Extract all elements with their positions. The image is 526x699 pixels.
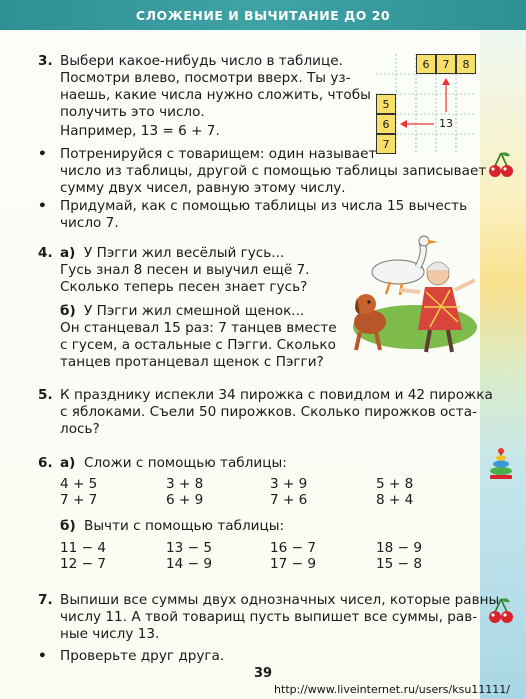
task6-a-expr: 5 + 8	[376, 476, 414, 492]
header-title: СЛОЖЕНИЕ И ВЫЧИТАНИЕ ДО 20	[135, 8, 391, 23]
task5-line-3: лось?	[60, 421, 100, 437]
peggy-goose-puppy-illustration	[340, 232, 480, 372]
table-left-header: 5	[376, 94, 396, 114]
table-result-value: 13	[439, 117, 453, 130]
task6-a-expr: 3 + 9	[270, 476, 308, 492]
task6-b-title: Вычти с помощью таблицы:	[84, 518, 285, 534]
task7-line-3: ные числу 13.	[60, 626, 160, 642]
task4-b-line-4: танцев протанцевал щенок с Пэгги?	[60, 354, 324, 370]
task6-b-expr: 18 − 9	[376, 540, 422, 556]
task3-line-3: наешь, какие числа нужно сложить, чтобы	[60, 87, 371, 103]
task6-b-expr: 13 − 5	[166, 540, 212, 556]
addition-table	[376, 54, 476, 154]
task6-number: 6.	[38, 455, 53, 471]
task4-a-label: а)	[60, 245, 76, 261]
task6-a-expr: 3 + 8	[166, 476, 204, 492]
table-left-header: 6	[376, 114, 396, 134]
task3-bullet2-line-2: число 7.	[60, 215, 119, 231]
task5-line-2: с яблоками. Съели 50 пирожков. Сколько пирожков оста-	[60, 404, 477, 420]
task6-a-label: а)	[60, 455, 76, 471]
task7-line-2: числу 11. А твой товарищ пусть выпишет все суммы, рав-	[60, 609, 478, 625]
task6-a-expr: 6 + 9	[166, 492, 204, 508]
task3-line-1: Выбери какое-нибудь число в таблице.	[60, 53, 343, 69]
table-top-header: 7	[436, 54, 456, 74]
task4-a-line-1: У Пэгги жил весёлый гусь...	[84, 245, 285, 261]
table-top-header: 8	[456, 54, 476, 74]
bullet-dot-1: •	[38, 146, 47, 162]
task6-a-expr: 4 + 5	[60, 476, 98, 492]
pyramid-toy-icon	[488, 447, 514, 481]
task6-b-expr: 11 − 4	[60, 540, 106, 556]
task6-b-expr: 16 − 7	[270, 540, 316, 556]
task3-bullet1-line-3: сумму двух чисел, равную этому числу.	[60, 180, 346, 196]
task6-a-expr: 7 + 7	[60, 492, 98, 508]
table-top-header: 6	[416, 54, 436, 74]
task4-b-label: б)	[60, 303, 76, 319]
cherry-icon	[488, 150, 514, 180]
task5-number: 5.	[38, 387, 53, 403]
bullet-dot-3: •	[38, 648, 47, 664]
task6-b-label: б)	[60, 518, 76, 534]
task3-number: 3.	[38, 53, 53, 69]
task6-a-title: Сложи с помощью таблицы:	[84, 455, 287, 471]
task6-b-expr: 17 − 9	[270, 556, 316, 572]
task4-number: 4.	[38, 245, 53, 261]
task3-bullet1-line-2: число из таблицы, другой с помощью таблицы записывает	[60, 163, 487, 179]
task4-a-line-3: Сколько теперь песен знает гусь?	[60, 279, 308, 295]
task4-b-line-3: с гусем, а остальные с Пэгги. Сколько	[60, 337, 336, 353]
task6-b-expr: 15 − 8	[376, 556, 422, 572]
bullet-dot-2: •	[38, 198, 47, 214]
task4-b-line-1: У Пэгги жил смешной щенок...	[84, 303, 305, 319]
task3-bullet2-line-1: Придумай, как с помощью таблицы из числа 15 вычесть	[60, 198, 468, 214]
cherry-icon	[488, 596, 514, 626]
page-number: 39	[253, 666, 273, 681]
page-header	[0, 0, 526, 30]
task6-a-expr: 8 + 4	[376, 492, 414, 508]
task7-bullet: Проверьте друг друга.	[60, 648, 225, 664]
task6-a-expr: 7 + 6	[270, 492, 308, 508]
task6-b-expr: 12 − 7	[60, 556, 106, 572]
task4-a-line-2: Гусь знал 8 песен и выучил ещё 7.	[60, 262, 310, 278]
task3-line-2: Посмотри влево, посмотри вверх. Ты уз-	[60, 70, 351, 86]
task3-bullet1-line-1: Потренируйся с товарищем: один называет	[60, 146, 377, 162]
watermark-url: http://www.liveinternet.ru/users/ksu11111/	[274, 683, 510, 696]
table-left-header: 7	[376, 134, 396, 154]
task4-b-line-2: Он станцевал 15 раз: 7 танцев вместе	[60, 320, 337, 336]
task3-line-4: получить это число.	[60, 104, 205, 120]
task7-number: 7.	[38, 592, 53, 608]
task3-example: Например, 13 = 6 + 7.	[60, 123, 220, 139]
task6-b-expr: 14 − 9	[166, 556, 212, 572]
task7-line-1: Выпиши все суммы двух однозначных чисел, которые равны	[60, 592, 500, 608]
task5-line-1: К празднику испекли 34 пирожка с повидлом и 42 пирожка	[60, 387, 493, 403]
